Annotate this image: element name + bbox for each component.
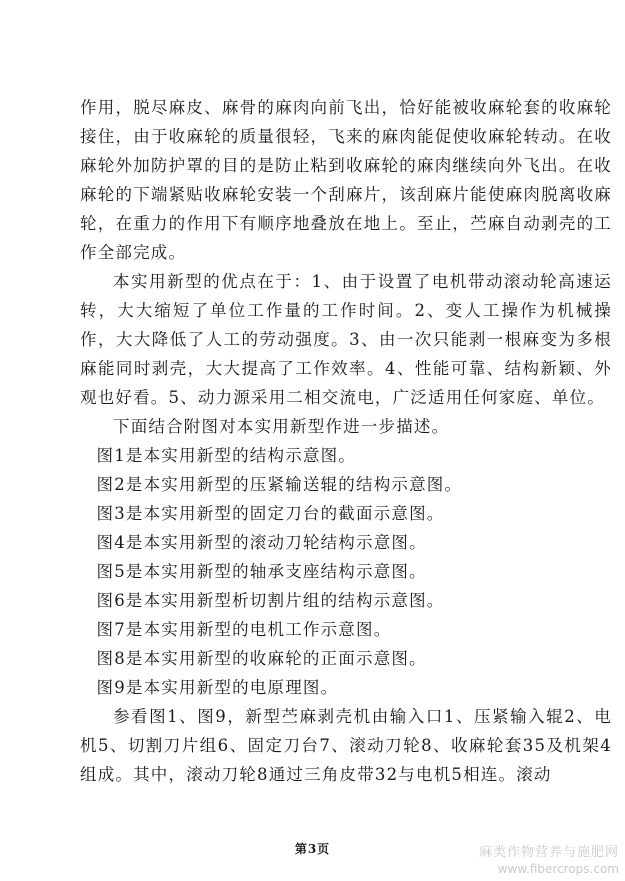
body-text [80, 93, 612, 789]
watermark [479, 845, 619, 877]
paragraph-components: 参看图1、图9，新型苎麻剥壳机由输入口1、压紧输入辊2、电机5、切割刀片组6、固定刀台7、滚动刀轮8、收麻轮套35及机架4组成。其中，滚动刀轮8通过三角皮带32与电机5相连。滚动 [80, 707, 612, 784]
paragraph-figure-intro: 下面结合附图对本实用新型作进一步描述。 [113, 417, 450, 436]
figure-caption-4: 图4是本实用新型的滚动刀轮结构示意图。 [96, 533, 427, 552]
figure-caption-3: 图3是本实用新型的固定刀台的截面示意图。 [96, 504, 445, 523]
figure-caption-7: 图7是本实用新型的电机工作示意图。 [96, 620, 392, 639]
paragraph-advantages: 本实用新型的优点在于：1、由于设置了电机带动滚动轮高速运转，大大缩短了单位工作量的工作时间。2、变人工操作为机械操作，大大降低了人工的劳动强度。3、由一次只能剥一根麻变为多根麻能同时剥壳，大大提高了工作效率。4、性能可靠、结构新颖、外观也好看。5、动力源采用二相交流电，广泛适用任何家庭、单位。 [80, 272, 612, 407]
figure-caption-9: 图9是本实用新型的电原理图。 [96, 678, 339, 697]
watermark-url: www.fibercrops.com [497, 862, 619, 876]
watermark-site-name: 麻类作物营养与施肥网 [478, 845, 619, 860]
figure-caption-5: 图5是本实用新型的轴承支座结构示意图。 [96, 562, 427, 581]
figure-caption-8: 图8是本实用新型的收麻轮的正面示意图。 [96, 649, 427, 668]
figure-caption-1: 图1是本实用新型的结构示意图。 [96, 446, 356, 465]
figure-caption-6: 图6是本实用新型析切割片组的结构示意图。 [96, 591, 445, 610]
figure-caption-2: 图2是本实用新型的压紧输送辊的结构示意图。 [96, 475, 463, 494]
paragraph-continuation: 作用，脱尽麻皮、麻骨的麻肉向前飞出，恰好能被收麻轮套的收麻轮接住，由于收麻轮的质量很轻，飞来的麻肉能促使收麻轮转动。在收麻轮外加防护罩的目的是防止粘到收麻轮的麻肉继续向外飞出。在收麻轮的下端紧贴收麻轮安装一个刮麻片，该刮麻片能使麻肉脱离收麻轮，在重力的作用下有顺序地叠放在地上。至止，苎麻自动剥壳的工作全部完成。 [80, 98, 612, 262]
page-number: 第3页 [294, 842, 331, 856]
